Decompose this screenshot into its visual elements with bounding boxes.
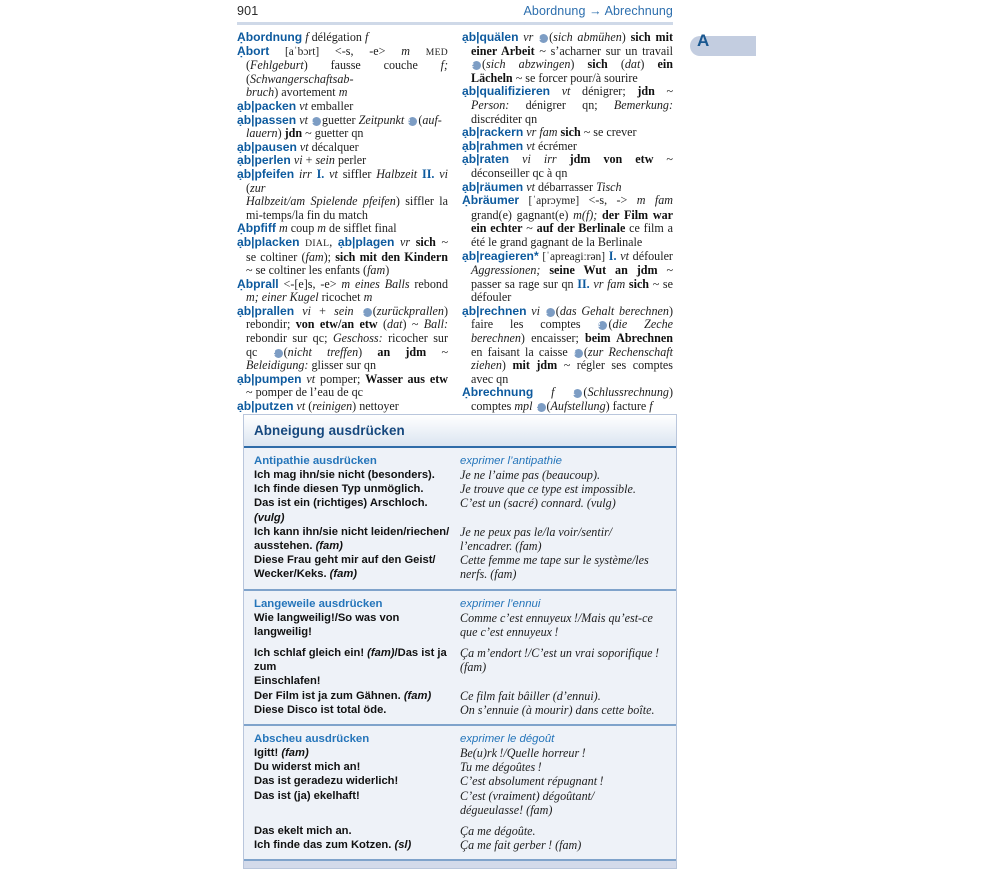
phrase-fr: Je trouve que ce type est impossible. xyxy=(460,482,636,497)
dictionary-entry: ạb|rackern vr fam sich ~ se crever xyxy=(462,125,637,140)
dictionary-entry: Ạbpfiff m coup m de sifflet final xyxy=(237,221,397,236)
phrase-section xyxy=(244,724,676,859)
phrase-box-body xyxy=(244,448,676,859)
dictionary-entry: ạb|passen vt 1 guetter Zeitpunkt 2 (auf- lauern) jdn ~ guetter qn xyxy=(237,112,442,141)
phrase-de: Ich finde das zum Kotzen. (sl) xyxy=(254,839,412,852)
phrase-de: Das ist geradezu widerlich! xyxy=(254,775,399,788)
phrase-de: Ich schlaf gleich ein! (fam)/Das ist ja zum Einschlafen! xyxy=(254,647,447,688)
phrase-heading-fr: exprimer l’ennui xyxy=(460,597,541,610)
phrase-pair xyxy=(254,838,666,852)
phrase-pair xyxy=(254,760,666,774)
phrase-de: Igitt! (fam) xyxy=(254,747,309,760)
phrase-pair-list xyxy=(254,468,666,582)
phrase-fr: Tu me dégoûtes ! xyxy=(460,760,542,775)
phrase-pair xyxy=(254,689,666,703)
phrase-fr: Cette femme me tape sur le système/les nerfs. (fam) xyxy=(460,553,649,582)
phrase-box-footer xyxy=(244,859,676,868)
phrase-spacer xyxy=(254,639,666,646)
phrase-de: Ich kann ihn/sie nicht leiden/riechen/ ausstehen. (fam) xyxy=(254,525,450,553)
phrase-fr: Je ne peux pas le/la voir/sentir/ l’encadrer. (fam) xyxy=(460,524,613,554)
dictionary-entry: ạb|prallen vi + sein 1 (zurückprallen) rebondir; von etw/an etw (dat) ~ Ball: rebondir sur qc; Geschoss: ricocher sur qc 2 (nicht treffen) an jdm ~ Beleidigung: glisser sur qn xyxy=(237,303,448,373)
phrase-heading-de: Antipathie ausdrücken xyxy=(254,455,377,467)
dictionary-entry: ạb|perlen vi + sein perler xyxy=(237,153,367,168)
phrase-fr: Ça m’endort !/C’est un vrai soporifique ! (fam) xyxy=(460,646,659,675)
phrase-pair xyxy=(254,824,666,838)
dictionary-entry: Ạbrechnung f 1 (Schlussrechnung) comptes mpl 2 (Aufstellung) facture f xyxy=(462,385,673,414)
phrase-section-heading xyxy=(254,454,666,468)
phrase-fr: Be(u)rk !/Quelle horreur ! xyxy=(460,746,586,761)
dictionary-column-right xyxy=(462,31,673,414)
phrase-de: Das ekelt mich an. xyxy=(254,825,352,838)
dictionary-column-left xyxy=(237,31,448,414)
phrase-fr: Ça me dégoûte. xyxy=(460,824,536,839)
dictionary-entry: ạb|raten vi irr jdm von etw ~ déconseiller qc à qn xyxy=(462,152,673,180)
phrase-section-heading xyxy=(254,597,666,611)
phrase-heading-de: Abscheu ausdrücken xyxy=(254,733,370,746)
thumb-index-letter: A xyxy=(697,31,710,50)
phrase-pair xyxy=(254,611,666,639)
phrase-section xyxy=(244,448,676,589)
phrase-heading-de: Langeweile ausdrücken xyxy=(254,597,383,610)
phrase-de: Das ist (ja) ekelhaft! xyxy=(254,789,360,802)
dictionary-entry: Ạbprall <-[e]s, -e> m eines Balls rebond m; einer Kugel ricochet m xyxy=(237,276,448,305)
phrase-de: Wie langweilig!/So was von langweilig! xyxy=(254,611,400,638)
phrase-de: Das ist ein (richtiges) Arschloch. (vulg) xyxy=(254,497,428,524)
dictionary-entry: ạb|putzen vt (reinigen) nettoyer xyxy=(237,399,399,414)
phrase-pair xyxy=(254,646,666,689)
dictionary-entry: Ạbordnung f délégation f xyxy=(237,30,369,44)
phrase-de: Ich mag ihn/sie nicht (besonders). xyxy=(254,469,435,481)
phrase-pair-list xyxy=(254,746,666,852)
phrase-pair xyxy=(254,746,666,760)
dictionary-entry: ạb|pumpen vt pomper; Wasser aus etw ~ pomper de l’eau de qc xyxy=(237,371,448,400)
running-head: Abordnung → Abrechnung xyxy=(523,4,673,18)
phrase-fr: Ça me fait gerber ! (fam) xyxy=(460,838,582,853)
phrase-pair xyxy=(254,703,666,717)
phrase-heading-fr: exprimer le dégoût xyxy=(460,733,555,746)
phrase-de: Diese Frau geht mir auf den Geist/ Wecker/Keks. (fam) xyxy=(254,554,436,581)
phrase-pair-list xyxy=(254,611,666,717)
phrase-pair xyxy=(254,789,666,817)
dictionary-entry: ạb|packen vt emballer xyxy=(237,98,354,113)
dictionary-entry: ạb|reagieren* [ˈapreagiːrən] I. vt défouler Aggressionen; seine Wut an jdm ~ passer sa rage sur qn II. vr fam sich ~ se défouler xyxy=(462,248,674,305)
phrase-fr: Je ne l’aime pas (beaucoup). xyxy=(460,468,601,482)
phrase-box xyxy=(243,414,677,869)
dictionary-entry: ạb|quälen vr 1 (sich abmühen) sich mit einer Arbeit ~ s’acharner sur un travail 2 (sich abzwingen) sich (dat) ein Lächeln ~ se forcer pour/à sourire xyxy=(462,30,673,85)
dictionary-entry: Ạbort [aˈbɔrt] <-s, -e> m MED (Fehlgeburt) fausse couche f; (Schwangerschaftsab- bruch) avortement m xyxy=(237,43,448,100)
phrase-pair xyxy=(254,496,666,524)
dictionary-entry: ạb|placken DIAL, ạb|plagen vr sich ~ se coltiner (fam); sich mit den Kindern ~ se coltiner les enfants (fam) xyxy=(237,234,449,278)
phrase-pair xyxy=(254,482,666,496)
phrase-pair xyxy=(254,553,666,581)
phrase-section-heading xyxy=(254,732,666,746)
phrase-de: Der Film ist ja zum Gähnen. (fam) xyxy=(254,689,432,702)
dictionary-entry: ạb|pausen vt décalquer xyxy=(237,139,359,154)
dictionary-entry: Ạbräumer [ˈaprɔymɐ] <-s, -> m fam grand(e) gagnant(e) m(f); der Film war ein echter ~ auf der Berlinale ce film a été le grand gagnant de la Berlinale xyxy=(462,193,673,249)
page-number: 901 xyxy=(237,4,259,18)
phrase-de: Diese Disco ist total öde. xyxy=(254,703,387,716)
dictionary-entry: ạb|qualifizieren vt dénigrer; jdn ~ Person: dénigrer qn; Bemerkung: discréditer qn xyxy=(462,84,673,126)
phrase-de: Ich finde diesen Typ unmöglich. xyxy=(254,483,424,496)
page-header xyxy=(237,4,673,18)
phrase-fr: On s’ennuie (à mourir) dans cette boîte. xyxy=(460,702,655,717)
phrase-pair xyxy=(254,468,666,482)
phrase-fr: C’est un (sacré) connard. (vulg) xyxy=(460,496,616,511)
dictionary-entry: ạb|räumen vt débarrasser Tisch xyxy=(462,179,622,194)
header-rule xyxy=(237,22,673,25)
phrase-fr: Comme c’est ennuyeux !/Mais qu’est-ce que c’est ennuyeux ! xyxy=(460,610,653,639)
dictionary-entry: ạb|pfeifen irr I. vt siffler Halbzeit II. vi (zur Halbzeit/am Spielende pfeifen) siffler la mi-temps/la fin du match xyxy=(237,166,448,222)
phrase-section xyxy=(244,589,676,724)
phrase-box-header xyxy=(244,415,676,448)
phrase-fr: Ce film fait bâiller (d’ennui). xyxy=(460,688,601,703)
dictionary-entry: ạb|rechnen vi 1 (das Gehalt berechnen) faire les comptes 2 (die Zeche berechnen) encaisser; beim Abrechnen en faisant la caisse 3 (zur Rechenschaft ziehen) mit jdm ~ régler ses comptes avec qn xyxy=(462,303,674,386)
phrase-box-title: Abneigung ausdrücken xyxy=(254,423,405,438)
phrase-heading-fr: exprimer l’antipathie xyxy=(460,455,562,467)
phrase-pair xyxy=(254,774,666,788)
phrase-spacer xyxy=(254,817,666,824)
dictionary-entry: ạb|rahmen vt écrémer xyxy=(462,138,577,153)
phrase-fr: C’est (vraiment) dégoûtant/ dégueulasse! (fam) xyxy=(460,788,595,817)
phrase-pair xyxy=(254,525,666,553)
phrase-fr: C’est absolument répugnant ! xyxy=(460,774,604,789)
phrase-de: Du widerst mich an! xyxy=(254,761,361,774)
dictionary-columns xyxy=(237,31,673,414)
